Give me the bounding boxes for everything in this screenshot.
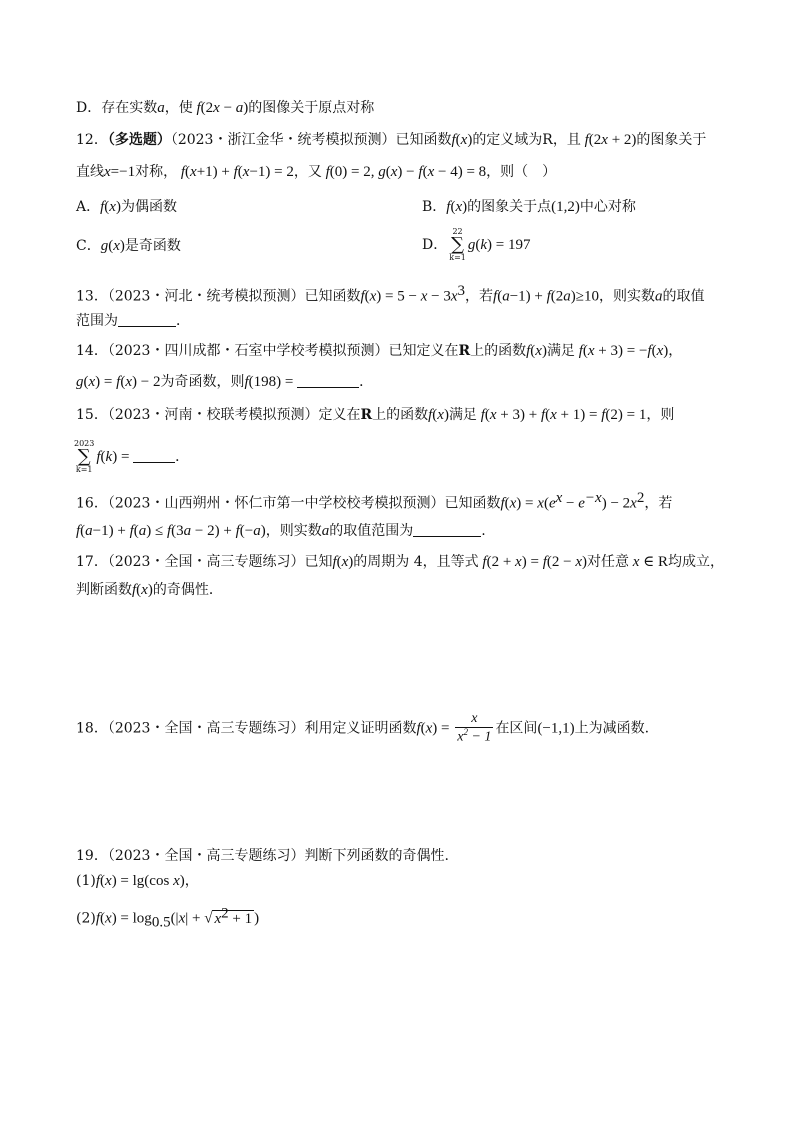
- summation-symbol: 2023 ∑ k=1: [74, 439, 95, 474]
- question-text: 在区间: [495, 720, 538, 737]
- part-label: (1): [76, 873, 96, 889]
- question-text: 14．（2023・四川成都・石室中学校考模拟预测）已知定义在: [76, 343, 459, 359]
- question-text: 的奇偶性．: [152, 582, 223, 598]
- question-text: 的周期为 4，且等式: [353, 554, 479, 570]
- summation-symbol: 22 ∑ k=1: [449, 227, 466, 262]
- option-text: 为偶函数: [120, 199, 177, 215]
- question-18: 18．（2023・全国・高三专题练习）利用定义证明函数f(x) = $\frac{x}{x^2 - 1}$ 在区间(−1,1)上为减函数.: [76, 711, 650, 745]
- question-text: ，则: [646, 407, 675, 423]
- question-text: 满足: [546, 343, 575, 359]
- question-14: 14．（2023・四川成都・石室中学校考模拟预测）已知定义在R上的函数f(x)满足 f(x + 3) = −f(x)，: [76, 343, 683, 359]
- question-text: 对任意: [587, 554, 629, 570]
- question-text: 上为减函数.: [574, 720, 650, 737]
- option-text: 是奇函数: [124, 238, 181, 254]
- question-16: 16．（2023・山西朔州・怀仁市第一中学校校考模拟预测）已知函数$f(x) = x(e^x - e^{-x}) - 2x^2$，若: [76, 490, 673, 512]
- question-text: 的定义域为R，且: [472, 132, 581, 148]
- question-17-line2: 判断函数f(x)的奇偶性．: [76, 582, 223, 598]
- question-text: 均成立，: [668, 554, 725, 570]
- question-text: 满足: [448, 407, 477, 423]
- question-number: 12．: [76, 132, 108, 148]
- answer-blank[interactable]: [118, 312, 176, 327]
- question-text: 17．（2023・全国・高三专题练习）已知: [76, 554, 333, 570]
- question-text: 16．（2023・山西朔州・怀仁市第一中学校校考模拟预测）已知函数: [76, 495, 501, 512]
- question-text: 的取值范围为: [329, 523, 414, 539]
- question-19-part1: (1)f(x) = lg(cos x)，: [76, 873, 199, 889]
- question-text: 上的函数: [372, 407, 429, 423]
- question-text: ，则实数: [599, 288, 656, 305]
- question-text: 19．（2023・全国・高三专题练习）判断下列函数的奇偶性.: [76, 848, 449, 864]
- question-text: 13．（2023・河北・统考模拟预测）已知函数: [76, 288, 361, 305]
- answer-blank[interactable]: [133, 448, 175, 463]
- question-19: [76, 846, 449, 866]
- option-text: 的图象关于点: [467, 199, 552, 215]
- question-text: ，若: [465, 288, 494, 305]
- question-15-line2: 2023 ∑ k=1 f(k) = ．: [74, 439, 190, 474]
- question-17: 17．（2023・全国・高三专题练习）已知f(x)的周期为 4，且等式 f(2 + x) = f(2 − x)对任意 x ∈ R均成立，: [76, 554, 725, 570]
- question-16-line2: f(a−1) + f(a) ≤ f(3a − 2) + f(−a)，则实数a的取值范围为 .: [76, 523, 486, 539]
- option-label: D．: [422, 237, 448, 253]
- question-12: 12．（多选题）（2023・浙江金华・统考模拟预测）已知函数f(x)的定义域为R，且 f(2x + 2)的图象关于: [76, 132, 707, 148]
- part-label: (2): [76, 910, 96, 927]
- question-text: 对称，: [135, 164, 178, 180]
- question-tag: （多选题）: [107, 132, 171, 148]
- answer-blank[interactable]: [297, 373, 359, 388]
- fraction: $\frac{x}{x^2 - 1}$: [457, 711, 492, 745]
- question-text: ，则（ ）: [486, 164, 557, 180]
- question-12-options-ab: A．f(x)为偶函数 B．f(x)的图象关于点(1,2)中心对称: [76, 199, 636, 215]
- option-b: B．f(x)的图象关于点(1,2)中心对称: [422, 199, 636, 215]
- question-text: 15．（2023・河南・校联考模拟预测）定义在: [76, 407, 361, 423]
- question-text: 的取值: [662, 288, 705, 305]
- question-12-line2: 直线x=−1对称， f(x+1) + f(x−1) = 2，又 f(0) = 2, g(x) − f(x − 4) = 8，则（ ）: [76, 164, 557, 180]
- question-text: 范围为: [76, 313, 118, 329]
- question-19-part2: $(2)f(x) = \log_{0.5}(|x|$ + √ $x^2 + 1$ ): [76, 905, 260, 931]
- question-text: 上的函数: [470, 343, 527, 359]
- question-text: 的图象关于: [636, 132, 707, 148]
- answer-blank[interactable]: [413, 522, 481, 537]
- question-text: 判断函数: [76, 582, 132, 598]
- question-text: ，若: [644, 495, 673, 512]
- option-label: B．: [422, 199, 447, 215]
- question-text: 直线: [76, 164, 104, 180]
- option-label: A．: [76, 199, 101, 215]
- question-text: 为奇函数，则: [160, 374, 245, 390]
- question-13: 13．（2023・河北・统考模拟预测）已知函数$f(x) = 5 - x - 3x^3$，若f(a−1) + f(2a)≥10，则实数a的取值: [76, 283, 705, 305]
- question-text: 18．（2023・全国・高三专题练习）利用定义证明函数: [76, 720, 417, 737]
- question-text: ，又: [293, 164, 322, 180]
- question-text: （2023・浙江金华・统考模拟预测）已知函数: [170, 132, 452, 148]
- question-12-options-cd: C．g(x)是奇函数 D． 22 ∑ k=1 g(k) = 197: [76, 227, 531, 262]
- question-text: ，则实数: [265, 523, 322, 539]
- option-label: C．: [76, 238, 101, 254]
- option-text: D．存在实数: [76, 100, 158, 116]
- option-text: 中心对称: [579, 199, 636, 215]
- option-text: 的图像关于原点对称: [248, 100, 375, 116]
- option-d: D． 22 ∑ k=1 g(k) = 197: [422, 227, 531, 262]
- option-d-prev: D．存在实数a，使 f(2x − a)的图像关于原点对称: [76, 100, 375, 116]
- question-13-line2: 范围为 ．: [76, 313, 190, 329]
- question-15: 15．（2023・河南・校联考模拟预测）定义在R上的函数f(x)满足 f(x + 3) + f(x + 1) = f(2) = 1，则: [76, 407, 675, 423]
- question-14-line2: g(x) = f(x) − 2为奇函数，则f(198) = ．: [76, 374, 374, 390]
